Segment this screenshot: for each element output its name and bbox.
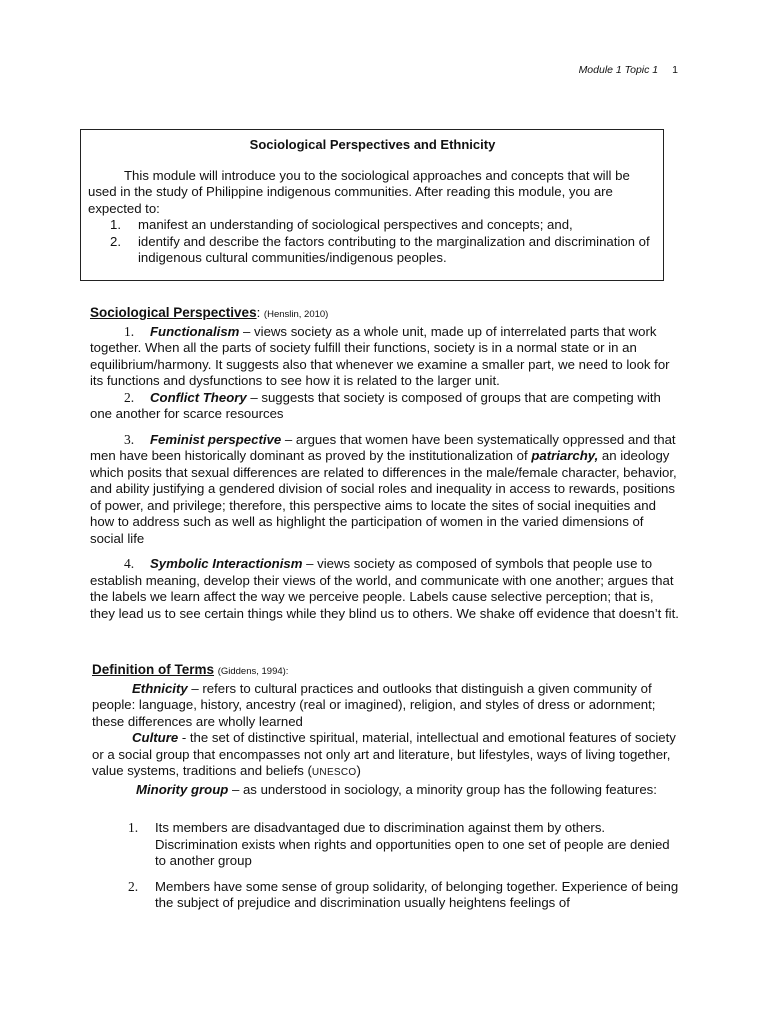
objective-item <box>88 234 657 267</box>
citation: (Henslin, 2010) <box>263 309 329 320</box>
item-number: 3. <box>124 431 135 447</box>
intro-box <box>80 129 664 281</box>
item-number: 1. <box>124 323 135 339</box>
item-number: 4. <box>124 556 135 571</box>
emphasis-term: patriarchy, <box>531 448 599 463</box>
definitions-section <box>92 662 682 912</box>
item-number: 1. <box>128 820 139 835</box>
definition-ethnicity <box>92 681 682 731</box>
module-label: Module 1 Topic 1 <box>578 64 659 76</box>
objective-text: identify and describe the factors contributing to the marginalization and discrimination of indigenous cultural communities/indigenous peoples. <box>138 233 650 265</box>
heading-colon: : <box>256 305 261 320</box>
page-header <box>579 64 678 76</box>
minority-feature-item <box>92 820 682 870</box>
item-number: 2. <box>124 389 135 405</box>
section-heading: Definition of Terms <box>92 662 215 677</box>
perspective-item <box>90 432 680 548</box>
section-heading: Sociological Perspectives <box>90 305 257 320</box>
definition-text: – suggests that society is composed of groups that are competing with one another for scarce resources <box>90 389 661 421</box>
perspective-item <box>90 390 680 423</box>
page-number: 1 <box>672 64 678 76</box>
term: Functionalism <box>150 323 240 339</box>
term: Minority group <box>136 781 229 797</box>
definition-culture <box>92 730 682 782</box>
perspective-item <box>90 324 680 390</box>
intro-text: This module will introduce you to the sociological approaches and concepts that will be used in the study of Philippine indigenous communities. After reading this module, you are expected to: <box>88 167 630 216</box>
objective-number: 2. <box>110 233 121 249</box>
citation: (Giddens, 1994): <box>217 666 289 677</box>
objective-number: 1. <box>110 217 121 232</box>
module-title: Sociological Perspectives and Ethnicity <box>249 137 496 152</box>
definition-text: - the set of distinctive spiritual, material, intellectual and emotional features of society or a social group that encompasses not only art and literature, but lifestyles, ways of living together, value systems, traditions and beliefs ( <box>92 730 676 778</box>
definition-text: an ideology which posits that sexual differences are related to differences in the male/female character, behavior, and ability justifying a gendered division of social roles and inequality in access to rewards, positions of power, and privilege; therefore, this perspective aims to locate the sites of social inequities and how to address such as well as highlight the participation of women in the varied dimensions of social life <box>90 448 677 546</box>
definition-text: – views society as composed of symbols that people use to establish meaning, develop their views of the world, and communicate with one another; argues that the labels we learn affect the way we perceive people. Labels cause selective perception; that is, they lead us to see certain things while they blind us to others. We shake off evidence that doesn’t fit. <box>90 556 679 621</box>
objective-item <box>88 217 657 234</box>
definition-text: – as understood in sociology, a minority group has the following features: <box>228 781 657 797</box>
feature-text: Its members are disadvantaged due to discrimination against them by others. Discrimination exists when rights and opportunities open to one set of people are denied to another group <box>155 820 670 868</box>
term: Feminist perspective <box>150 431 282 447</box>
source-label: UNESCO <box>311 767 357 778</box>
perspectives-heading-line <box>90 305 680 324</box>
definition-text: – argues that women have been systematically oppressed and that men have been historically dominant as proved by the institutionalization of <box>90 431 676 463</box>
term: Culture <box>132 730 179 745</box>
minority-feature-item <box>92 879 682 912</box>
perspectives-section <box>90 305 680 622</box>
perspective-item <box>90 556 680 622</box>
term: Symbolic Interactionism <box>150 556 303 571</box>
term: Ethnicity <box>132 680 188 696</box>
objective-text: manifest an understanding of sociological perspectives and concepts; and, <box>138 217 573 232</box>
definition-text: – refers to cultural practices and outlooks that distinguish a given community of people: language, history, ancestry (real or imagined), religion, and styles of dress or adornment; these differences are wholly learned <box>92 680 656 729</box>
definition-minority <box>92 782 682 799</box>
item-number: 2. <box>128 878 139 894</box>
definitions-heading-line <box>92 662 682 681</box>
definition-text: – views society as a whole unit, made up of interrelated parts that work together. When all the parts of society fulfill their functions, society is in a normal state or in an equilibrium/harmony. It suggests also that whenever we examine a smaller part, we need to look for its functions and dysfunctions to see how it is related to the larger unit. <box>90 323 670 388</box>
feature-text: Members have some sense of group solidarity, of belonging together. Experience of being the subject of prejudice and discrimination usually heightens feelings of <box>155 878 679 910</box>
term: Conflict Theory <box>150 389 247 405</box>
closing-paren: ) <box>356 763 361 778</box>
